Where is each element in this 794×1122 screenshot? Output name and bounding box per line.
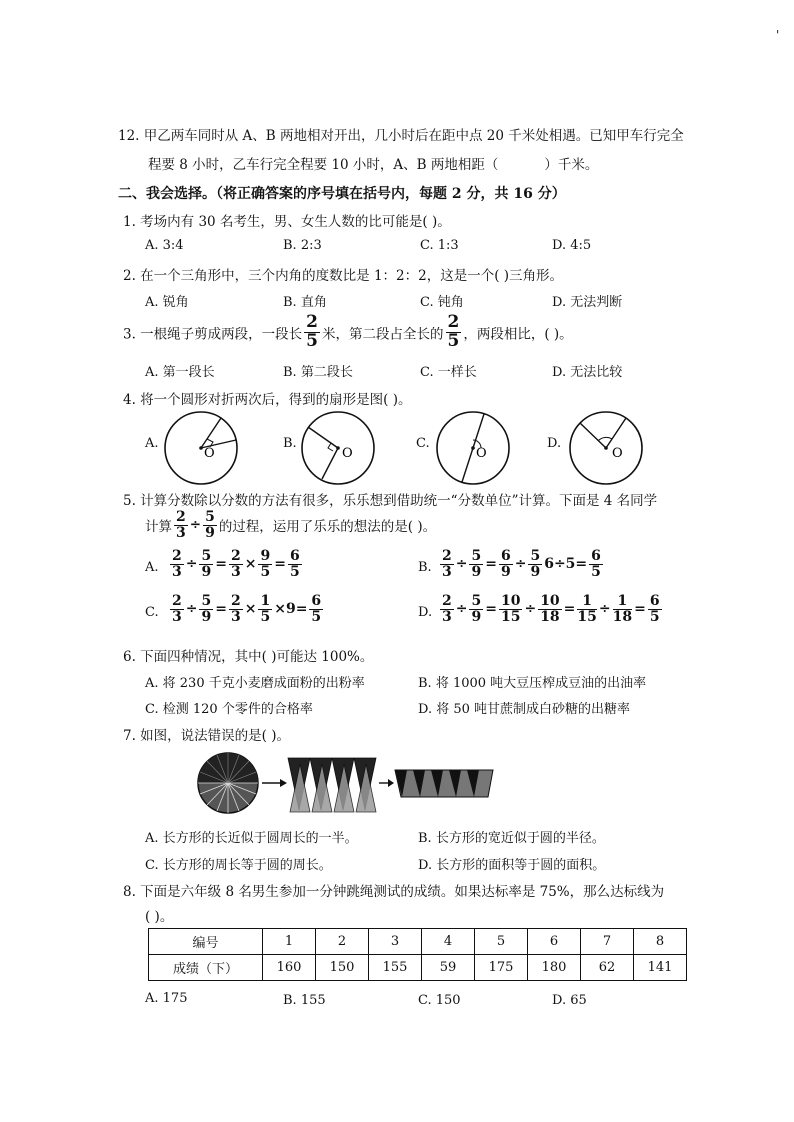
q5-option-b[interactable]: B.	[418, 560, 432, 575]
fraction: $\frac{1}{15}$	[577, 593, 597, 625]
q2-option-c[interactable]: C. 钝角	[420, 295, 464, 310]
q3-stem	[123, 314, 573, 351]
fraction: $\frac{2}{3}$	[442, 548, 452, 580]
q2-option-a[interactable]: A. 锐角	[145, 295, 189, 310]
q3-option-d[interactable]: D. 无法比较	[552, 365, 623, 380]
fraction: $\frac{2}{5}$	[306, 312, 319, 351]
table-cell: 175	[475, 955, 528, 981]
table-cell: 59	[422, 955, 475, 981]
table-cell: 4	[422, 929, 475, 955]
fraction: $\frac{6}{5}$	[649, 593, 660, 625]
q12-line1: 12. 甲乙两车同时从 A、B 两地相对开出，几小时后在距中点 20 千米处相遇。已知甲车行完全	[118, 128, 684, 144]
q12-line2-a: 程要 8 小时，乙车行完全程要 10 小时，A、B 两地相距（	[148, 157, 499, 173]
arrow-icon	[262, 779, 287, 787]
q12-line2-b: ）千米。	[544, 157, 599, 173]
table-cell: 2	[316, 929, 369, 955]
table-cell: 62	[581, 955, 634, 981]
arrow-icon	[379, 779, 394, 787]
table-cell: 155	[369, 955, 422, 981]
table-cell: 5	[475, 929, 528, 955]
q5-expression-b: $\frac{2}{3}$ ÷ $\frac{5}{9}$ = $\frac{6}{9}$ ÷ $\frac{5}{9}$ 6÷5= $\frac{6}{5}$	[442, 548, 601, 580]
q6-option-b[interactable]: B. 将 1000 吨大豆压榨成豆油的出油率	[418, 676, 647, 691]
q7-option-c[interactable]: C. 长方形的周长等于圆的周长。	[145, 858, 332, 873]
approx-rectangle-figure	[395, 770, 493, 797]
q5-expression-d: $\frac{2}{3}$ ÷ $\frac{5}{9}$ = $\frac{10}{15}$ ÷ $\frac{10}{18}$ = $\frac{1}{15}$ ÷ $\frac{1}{18}$ = $\frac{6}{5}$	[442, 593, 660, 625]
q4-option-b[interactable]: B.	[283, 436, 297, 451]
circle-figure-d	[568, 410, 644, 486]
table-cell: 7	[581, 929, 634, 955]
q3-option-b[interactable]: B. 第二段长	[283, 365, 353, 380]
table-cell: 3	[369, 929, 422, 955]
q8-option-b[interactable]: B. 155	[283, 993, 326, 1008]
table-row	[149, 955, 687, 981]
fraction: $\frac{1}{5}$	[260, 593, 271, 625]
q7-option-a[interactable]: A. 长方形的长近似于圆周长的一半。	[145, 831, 358, 846]
q6-option-a[interactable]: A. 将 230 千克小麦磨成面粉的出粉率	[145, 676, 365, 691]
fraction: $\frac{2}{3}$	[172, 593, 182, 625]
q5-expression-c: $\frac{2}{3}$ ÷ $\frac{5}{9}$ = $\frac{2}{3}$ × $\frac{1}{5}$ ×9= $\frac{6}{5}$	[172, 593, 322, 625]
q4-option-c[interactable]: C.	[416, 436, 430, 451]
fraction: $\frac{5}{9}$	[530, 548, 541, 580]
table-cell: 160	[263, 955, 316, 981]
q4-option-a[interactable]: A.	[145, 436, 159, 451]
fraction: $\frac{1}{18}$	[612, 593, 633, 625]
table-header-cell: 编号	[149, 929, 263, 955]
q5-line2-b: 的过程，运用了乐乐的想法的是( )。	[218, 519, 437, 536]
center-label: O	[476, 446, 487, 461]
q3-stem-a: 3. 一根绳子剪成两段，一段长	[123, 326, 303, 343]
circle-figure-a	[163, 410, 239, 486]
q5-expression-a: $\frac{2}{3}$ ÷ $\frac{5}{9}$ = $\frac{2}{3}$ × $\frac{9}{5}$ = $\frac{6}{5}$	[172, 548, 300, 580]
circle-figure-c	[435, 410, 511, 486]
q1-option-c[interactable]: C. 1:3	[420, 238, 459, 253]
q5-line2-a: 计算	[145, 519, 172, 536]
fraction: $\frac{5}{9}$	[471, 593, 482, 625]
center-label: O	[612, 446, 623, 461]
q5-option-d[interactable]: D.	[418, 605, 433, 620]
q7-stem: 7. 如图，说法错误的是( )。	[123, 728, 290, 744]
q2-stem: 2. 在一个三角形中，三个内角的度数比是 1：2：2，这是一个( )三角形。	[123, 268, 564, 284]
q7-option-b[interactable]: B. 长方形的宽近似于圆的半径。	[418, 831, 605, 846]
circle-figure-b	[300, 410, 376, 486]
table-cell: 180	[528, 955, 581, 981]
q8-option-c[interactable]: C. 150	[418, 993, 461, 1008]
table-header-cell: 成绩（下）	[149, 955, 263, 981]
table-row	[149, 929, 687, 955]
q6-option-d[interactable]: D. 将 50 吨甘蔗制成白砂糖的出糖率	[418, 702, 631, 717]
q5-option-c[interactable]: C.	[145, 605, 159, 620]
q3-option-c[interactable]: C. 一样长	[420, 365, 477, 380]
circle-to-rectangle-figure	[195, 750, 495, 816]
corner-mark: '	[776, 28, 780, 42]
fraction: $\frac{5}{9}$	[205, 509, 215, 541]
fraction: $\frac{5}{9}$	[201, 548, 212, 580]
fraction: $\frac{2}{3}$	[230, 593, 241, 625]
fraction: $\frac{2}{3}$	[176, 509, 186, 541]
q4-stem: 4. 将一个圆形对折两次后，得到的扇形是图( )。	[123, 392, 412, 408]
center-label: O	[342, 446, 353, 461]
fraction: $\frac{5}{9}$	[201, 593, 212, 625]
q6-option-c[interactable]: C. 检测 120 个零件的合格率	[145, 702, 313, 717]
fraction: $\frac{2}{3}$	[230, 548, 241, 580]
q8-option-d[interactable]: D. 65	[552, 993, 587, 1008]
q7-option-d[interactable]: D. 长方形的面积等于圆的面积。	[418, 858, 606, 873]
fraction: $\frac{9}{5}$	[260, 548, 271, 580]
q1-option-a[interactable]: A. 3:4	[145, 238, 184, 253]
q6-stem: 6. 下面四种情况，其中( )可能达 100%。	[123, 649, 374, 665]
table-cell: 150	[316, 955, 369, 981]
q4-option-d[interactable]: D.	[547, 436, 562, 451]
center-label: O	[204, 446, 215, 461]
fraction: $\frac{2}{5}$	[447, 312, 460, 351]
q1-option-d[interactable]: D. 4:5	[552, 238, 592, 253]
q8-line1: 8. 下面是六年级 8 名男生参加一分钟跳绳测试的成绩。如果达标率是 75%，那么达标线为	[123, 884, 665, 900]
q1-stem: 1. 考场内有 30 名考生，男、女生人数的比可能是( )。	[123, 214, 451, 230]
divided-circle-figure	[198, 753, 258, 813]
q2-option-d[interactable]: D. 无法判断	[552, 295, 623, 310]
q12-line2	[148, 153, 598, 173]
fraction: $\frac{10}{15}$	[500, 593, 521, 625]
table-cell: 1	[263, 929, 316, 955]
table-cell: 141	[634, 955, 687, 981]
fraction: $\frac{6}{5}$	[591, 548, 601, 580]
fraction: $\frac{2}{3}$	[172, 548, 182, 580]
q8-line2: ( )。	[145, 909, 174, 925]
fraction: $\frac{6}{5}$	[289, 548, 300, 580]
q5-option-a[interactable]: A.	[145, 560, 159, 575]
q8-option-a[interactable]: A. 175	[145, 991, 188, 1006]
table-cell: 6	[528, 929, 581, 955]
score-table	[148, 928, 687, 981]
q3-option-a[interactable]: A. 第一段长	[145, 365, 215, 380]
fraction: $\frac{6}{9}$	[500, 548, 511, 580]
q5-line1: 5. 计算分数除以分数的方法有很多，乐乐想到借助统一“分数单位”计算。下面是 4 名同学	[123, 493, 658, 509]
section-title: 二、我会选择。（将正确答案的序号填在括号内，每题 2 分，共 16 分）	[118, 186, 566, 202]
fraction: $\frac{6}{5}$	[311, 593, 322, 625]
q3-stem-c: ，两段相比，( )。	[463, 326, 573, 343]
fraction: $\frac{2}{3}$	[442, 593, 452, 625]
split-sectors-figure	[288, 758, 376, 812]
fraction: $\frac{10}{18}$	[540, 593, 560, 625]
q3-stem-b: 米，第二段占全长的	[322, 326, 444, 343]
table-cell: 8	[634, 929, 687, 955]
fraction: $\frac{5}{9}$	[471, 548, 482, 580]
q5-line2: 计算 $\frac{2}{3}$ ÷ $\frac{5}{9}$ 的过程，运用了乐乐的想法的是( )。	[145, 509, 437, 541]
q2-option-b[interactable]: B. 直角	[283, 295, 327, 310]
q1-option-b[interactable]: B. 2:3	[283, 238, 322, 253]
